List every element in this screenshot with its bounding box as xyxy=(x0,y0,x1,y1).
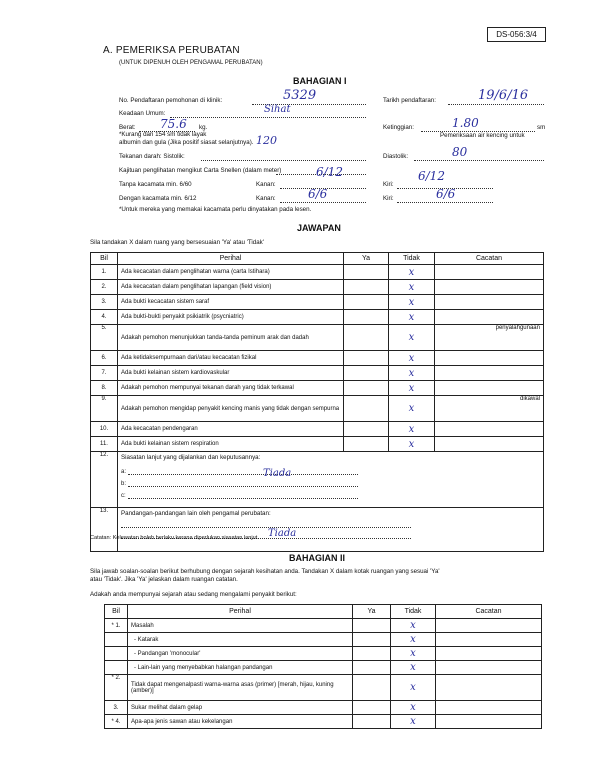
hw-keadaan: Sihat xyxy=(264,104,291,115)
ya-cell[interactable] xyxy=(344,437,389,452)
table-row: 3. Ada bukti kecacatan sistem saraf x xyxy=(91,295,544,310)
label-berat: Berat: xyxy=(119,124,136,131)
tidak-cell[interactable]: x xyxy=(389,351,435,366)
table-row: 8. Adakah pemohon mempunyai tekanan darah yang tidak terkawal x xyxy=(91,381,544,396)
hw-dengan-kiri: 6/6 xyxy=(436,187,456,201)
label-dengan-kiri: Kiri: xyxy=(383,195,394,202)
label-dengan-kanan: Kanan: xyxy=(256,195,276,202)
ya-cell[interactable] xyxy=(344,351,389,366)
q12-text: Siasatan lanjut yang dijalankan dan keputusannya: xyxy=(121,454,261,461)
jawapan-table xyxy=(90,252,544,552)
table-row: 7. Ada bukti kelainan sistem kardiovaskular x xyxy=(91,366,544,381)
tidak-cell[interactable]: x xyxy=(389,295,435,310)
hw-sistolik: 120 xyxy=(256,134,277,147)
tidak-cell[interactable]: x xyxy=(389,422,435,437)
tidak-cell[interactable]: x xyxy=(391,715,436,729)
label-pemeriksaan: Pemeriksaan air kencing untuk xyxy=(440,132,525,139)
label-no-pendaftaran: No. Pendaftaran pemohonan di klinik: xyxy=(119,97,223,104)
ya-cell[interactable] xyxy=(353,675,391,701)
part2-title: BAHAGIAN II xyxy=(289,553,345,563)
part2-intro-2: atau 'Tidak'. Jika 'Ya' jelaskan dalam ruangan catatan. xyxy=(90,576,238,583)
p2-header-ya: Ya xyxy=(353,605,391,619)
part2-intro-1: Sila jawab soalan-soalan berikut berhubung dengan sejarah kesihatan anda. Tandakan X dalam kotak ruangan yang sesuai 'Ya' xyxy=(90,568,440,575)
ya-cell[interactable] xyxy=(353,647,391,661)
table-row: * 4. Apa-apa jenis sawan atau kekelangan x xyxy=(105,715,542,729)
label-keadaan: Keadaan Umum: xyxy=(119,110,166,117)
hw-dengan-kanan: 6/6 xyxy=(308,187,328,201)
table-row: 1. Ada kecacatan dalam penglihatan warna (carta Istihara) x xyxy=(91,265,544,280)
part1-title: BAHAGIAN I xyxy=(293,76,347,86)
ya-cell[interactable] xyxy=(344,325,389,351)
ya-cell[interactable] xyxy=(344,265,389,280)
table-row: 5. Adakah pemohon menunjukkan tanda-tanda peminum arak dan dadah x penyalahgunaan xyxy=(91,325,544,351)
tidak-cell[interactable]: x xyxy=(389,437,435,452)
header-perihal: Perihal xyxy=(118,253,344,265)
tidak-cell[interactable]: x xyxy=(389,265,435,280)
table-row: 6. Ada ketidaksempurnaan dari/atau kecacatan fizikal x xyxy=(91,351,544,366)
tidak-cell[interactable]: x xyxy=(391,661,436,675)
q12-a-line[interactable] xyxy=(128,466,358,475)
tidak-cell[interactable]: x xyxy=(391,633,436,647)
ya-cell[interactable] xyxy=(353,701,391,715)
q12-b-line[interactable] xyxy=(128,478,358,487)
p2-header-cacatan: Cacatan xyxy=(436,605,542,619)
jawapan-title: JAWAPAN xyxy=(297,223,341,233)
label-diastolik: Diastolik: xyxy=(383,153,409,160)
table-row: 4. Ada bukti-bukti penyakit psikiatrik (psycniatric) x xyxy=(91,310,544,325)
hw-tanpa-kiri: 6/12 xyxy=(418,169,445,183)
label-kurang2: albumin dan gula (Jika positif siasat selanjutnya). xyxy=(119,139,254,146)
tidak-cell[interactable]: x xyxy=(389,396,435,422)
jawapan-header-row xyxy=(91,253,544,265)
label-kg: kg. xyxy=(199,124,208,131)
hw-q13: Tiada xyxy=(268,528,297,539)
label-tarikh: Tarikh pendaftaran: xyxy=(383,97,436,104)
label-tanpa: Tanpa kacamata min. 6/60 xyxy=(119,181,192,188)
document-code: DS-056:3/4 xyxy=(487,27,546,42)
p2-header-perihal: Perihal xyxy=(128,605,353,619)
label-kajituan: Kajituan penglihatan mengikut Carta Snellen (dalam meter) xyxy=(119,167,282,174)
q12-c-line[interactable] xyxy=(128,490,358,499)
jawapan-instruction: Sila tandakan X dalam ruang yang bersesuaian 'Ya' atau 'Tidak' xyxy=(90,239,264,246)
hw-q12: Tiada xyxy=(263,468,292,479)
q13-text: Pandangan-pandangan lain oleh pengamal perubatan: xyxy=(121,510,271,517)
q13-line-1[interactable] xyxy=(121,517,411,528)
ya-cell[interactable] xyxy=(344,295,389,310)
label-tanpa-kiri: Kiri: xyxy=(383,181,394,188)
tidak-cell[interactable]: x xyxy=(389,381,435,396)
part2-question: Adakah anda mempunyai sejarah atau sedang mengalami penyakit berikut: xyxy=(90,591,297,598)
table-row: - Pandangan 'monocular' x xyxy=(105,647,542,661)
label-kurang1: *Kurang dari 154 sm tidak layak xyxy=(119,131,207,138)
ya-cell[interactable] xyxy=(353,619,391,633)
hw-ketinggian: 1.80 xyxy=(452,116,479,130)
ya-cell[interactable] xyxy=(344,280,389,295)
header-cacatan: Cacatan xyxy=(435,253,544,265)
label-tekanan: Tekanan darah: Sistolik: xyxy=(119,153,185,160)
header-bil: Bil xyxy=(91,253,118,265)
ya-cell[interactable] xyxy=(344,366,389,381)
table-row: 10. Ada kecacatan pendengaran x xyxy=(91,422,544,437)
hw-tarikh: 19/6/16 xyxy=(478,88,529,103)
tidak-cell[interactable]: x xyxy=(391,701,436,715)
tidak-cell[interactable]: x xyxy=(391,619,436,633)
section-title: A. PEMERIKSA PERUBATAN xyxy=(103,45,240,56)
tidak-cell[interactable]: x xyxy=(391,647,436,661)
ya-cell[interactable] xyxy=(344,396,389,422)
ya-cell[interactable] xyxy=(344,310,389,325)
label-tanpa-kanan: Kanan: xyxy=(256,181,276,188)
p2-header-tidak: Tidak xyxy=(391,605,436,619)
header-ya: Ya xyxy=(344,253,389,265)
label-untuk-mereka: *Untuk mereka yang memakai kacamata perlu dinyatakan pada lesen. xyxy=(119,206,312,213)
hw-no-pendaftaran: 5329 xyxy=(283,88,317,103)
label-dengan: Dengan kacamata min. 6/12 xyxy=(119,195,197,202)
ya-cell[interactable] xyxy=(353,661,391,675)
ya-cell[interactable] xyxy=(353,633,391,647)
header-tidak: Tidak xyxy=(389,253,435,265)
table-row: 3. Sukar melihat dalam gelap x xyxy=(105,701,542,715)
part2-table xyxy=(104,604,542,729)
table-row-q13: 13. Pandangan-pandangan lain oleh pengamal perubatan: Tiada xyxy=(91,508,544,552)
catatan-note: Catatan: Kelewatan boleh berlaku kerana diperlukan siasatan lanjut. xyxy=(90,535,259,541)
hw-diastolik: 80 xyxy=(452,145,468,159)
part2-header-row xyxy=(105,605,542,619)
table-row: 11. Ada bukti kelainan sistem respiration x xyxy=(91,437,544,452)
ya-cell[interactable] xyxy=(344,422,389,437)
hw-berat: 75.6 xyxy=(160,117,187,131)
p2-header-bil: Bil xyxy=(105,605,128,619)
table-row: 2. Ada kecacatan dalam penglihatan lapangan (field vision) x xyxy=(91,280,544,295)
ya-cell[interactable] xyxy=(353,715,391,729)
table-row: * 2. Tidak dapat mengenalpasti warna-warna asas (primer) [merah, hijau, kuning (amber)] x xyxy=(105,675,542,701)
label-sm: sm xyxy=(537,124,546,131)
label-ketinggian: Ketinggian: xyxy=(383,124,414,131)
hw-tanpa-kanan: 6/12 xyxy=(316,165,343,179)
ya-cell[interactable] xyxy=(344,381,389,396)
tidak-cell[interactable]: x xyxy=(389,325,435,351)
tidak-cell[interactable]: x xyxy=(389,280,435,295)
tidak-cell[interactable]: x xyxy=(391,675,436,701)
table-row: * 1. Masalah x xyxy=(105,619,542,633)
table-row: 9. Adakah pemohon mengidap penyakit kencing manis yang tidak dengan sempurna x dikawal xyxy=(91,396,544,422)
section-subtitle: (UNTUK DIPENUH OLEH PENGAMAL PERUBATAN) xyxy=(119,60,263,66)
table-row-q12: 12. Siasatan lanjut yang dijalankan dan keputusannya: a: b: c: Tiada xyxy=(91,452,544,508)
tidak-cell[interactable]: x xyxy=(389,366,435,381)
table-row: - Katarak x xyxy=(105,633,542,647)
table-row: - Lain-lain yang menyebabkan halangan pandangan x xyxy=(105,661,542,675)
tidak-cell[interactable]: x xyxy=(389,310,435,325)
